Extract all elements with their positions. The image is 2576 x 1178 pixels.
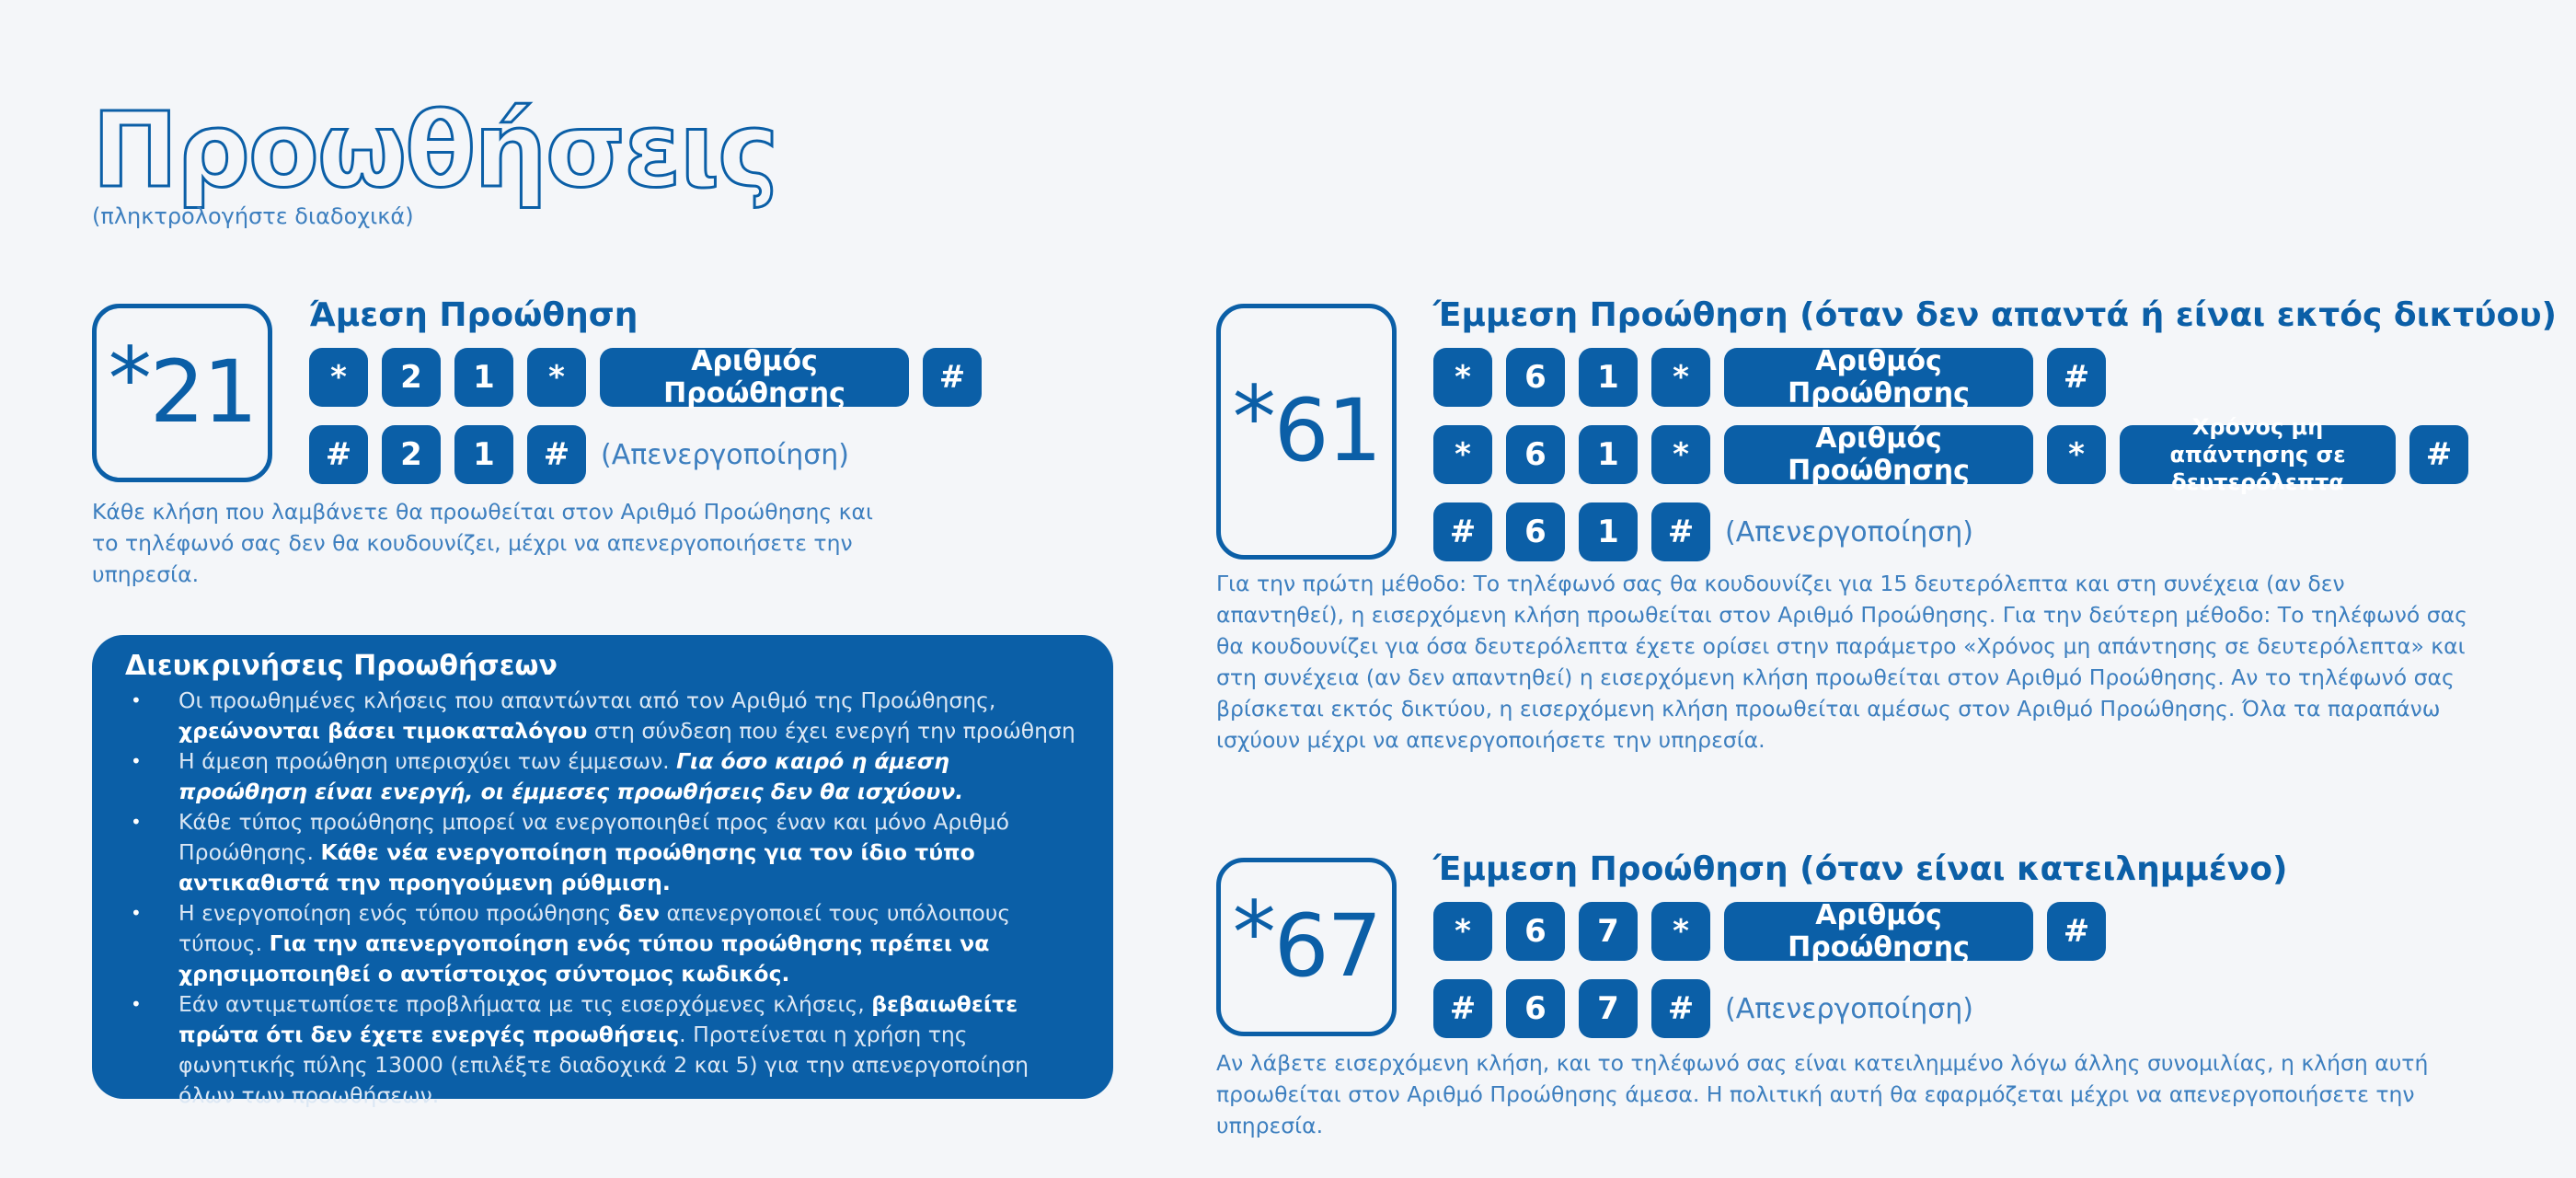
key-2: 2 — [382, 425, 441, 484]
page-title: Προωθήσεις — [92, 91, 777, 211]
key-star: * — [2047, 425, 2106, 484]
key-1: 1 — [1579, 502, 1638, 561]
note-text: στη σύνδεση που έχει ενεργή την προώθηση — [587, 718, 1075, 744]
key-hash: # — [2409, 425, 2468, 484]
key-6: 6 — [1506, 425, 1565, 484]
note-text-bold: βεβαιωθείτε πρώτα ότι δεν έχετε ενεργές προωθήσεις — [178, 991, 1018, 1047]
key-row-deactivate — [1433, 979, 1973, 1038]
noanswer-description: Για την πρώτη μέθοδο: Το τηλέφωνό σας θα κουδουνίζει για 15 δευτερόλεπτα και στη συνέχεια (αν δεν απαντηθεί), η εισερχόμενη κλήση προωθείται στον Αριθμό Προώθησης. Για την δεύτερη μέθοδο: Το τηλέφωνό σας θα κουδουνίζει για όσα δευτερόλεπτα έχετε ορίσει στην παράμετρο «Χρόνος μη απάντησης σε δευτερόλεπτα» και στη συνέχεια (αν δεν απαντηθεί) η εισερχόμενη κλήση προωθείται στον Αριθμό Προώθησης. Αν το τηλέφωνό σας βρίσκεται εκτός δικτύου, η εισερχόμενη κλήση προωθείται αμέσως στον Αριθμό Προώθησης. Όλα τα παραπάνω ισχύουν μέχρι να απενεργοποιήσετε την υπηρεσία. — [1216, 571, 2467, 753]
key-hash: # — [527, 425, 586, 484]
notes-item — [125, 807, 1084, 898]
note-text: Οι προωθημένες κλήσεις που απαντώνται από τον Αριθμό της Προώθησης, — [178, 687, 996, 713]
code-box-61 — [1216, 304, 1397, 560]
notes-item — [125, 686, 1084, 746]
section-title-busy: Έμμεση Προώθηση (όταν είναι κατειλημμένο) — [1433, 850, 2288, 888]
note-text: Εάν αντιμετωπίσετε προβλήματα με τις εισερχόμενες κλήσεις, — [178, 991, 872, 1017]
notes-title: Διευκρινήσεις Προωθήσεων — [125, 650, 558, 682]
key-row-activate — [309, 345, 982, 410]
key-forward-number: Αριθμός Προώθησης — [1724, 425, 2033, 484]
note-text: Η άμεση προώθηση υπερισχύει των έμμεσων. — [178, 748, 677, 774]
key-6: 6 — [1506, 979, 1565, 1038]
key-no-answer-time: Χρόνος μη απάντησης σε δευτερόλεπτα — [2120, 425, 2396, 484]
key-6: 6 — [1506, 348, 1565, 407]
key-star: * — [1651, 425, 1710, 484]
note-text: . Προτείνεται η χρήση της φωνητικής πύλης 13000 (επιλέξτε διαδοχικά 2 και 5) για την απενεργοποίηση όλων των προωθήσεων. — [178, 1022, 1029, 1108]
key-hash: # — [1651, 502, 1710, 561]
notes-item — [125, 989, 1084, 1111]
note-text-bold: χρεώνονται βάσει τιμοκαταλόγου — [178, 718, 588, 744]
code-box-67 — [1216, 858, 1397, 1036]
note-text-bold: Κάθε νέα ενεργοποίηση προώθησης για τον ίδιο τύπο αντικαθιστά την προηγούμενη ρύθμιση. — [178, 839, 975, 895]
key-forward-number: Αριθμός Προώθησης — [600, 348, 909, 407]
note-text-bold: δεν — [617, 900, 660, 926]
key-7: 7 — [1579, 979, 1638, 1038]
key-row-deactivate — [1433, 502, 1973, 561]
key-hash: # — [1433, 979, 1492, 1038]
notes-item — [125, 898, 1084, 989]
note-text: Κάθε τύπος προώθησης μπορεί να ενεργοποιηθεί προς έναν και μόνο Αριθμό Προώθησης. — [178, 809, 1009, 865]
key-forward-number: Αριθμός Προώθησης — [1724, 902, 2033, 961]
code-star: * — [108, 329, 150, 430]
notes-panel — [92, 635, 1113, 1108]
key-hash: # — [923, 348, 982, 407]
key-hash: # — [2047, 902, 2106, 961]
notes-list — [125, 686, 1084, 1111]
key-1: 1 — [1579, 425, 1638, 484]
key-star: * — [527, 348, 586, 407]
note-text: απενεργοποιεί τους υπόλοιπους τύπους. — [178, 900, 1011, 956]
key-star: * — [1651, 348, 1710, 407]
key-1: 1 — [454, 425, 513, 484]
code-number: 67 — [1273, 896, 1381, 997]
code-number: 21 — [149, 342, 257, 443]
key-hash: # — [2047, 348, 2106, 407]
direct-description: Κάθε κλήση που λαμβάνετε θα προωθείται στον Αριθμό Προώθησης και το τηλέφωνό σας δεν θα κουδουνίζει, μέχρι να απενεργοποιήσετε την υπηρεσία. — [92, 499, 873, 587]
code-box-21 — [92, 304, 272, 482]
key-row-activate — [1433, 899, 2106, 964]
section-title-direct: Άμεση Προώθηση — [309, 296, 638, 334]
note-text: Η ενεργοποίηση ενός τύπου προώθησης — [178, 900, 618, 926]
key-1: 1 — [1579, 348, 1638, 407]
key-1: 1 — [454, 348, 513, 407]
key-7: 7 — [1579, 902, 1638, 961]
code-star: * — [1232, 884, 1274, 984]
key-row-activate-1 — [1433, 345, 2106, 410]
key-6: 6 — [1506, 502, 1565, 561]
key-star: * — [1651, 902, 1710, 961]
note-text-bold-italic: Για όσο καιρό η άμεση προώθηση είναι ενεργή, οι έμμεσες προωθήσεις δεν θα ισχύουν. — [178, 748, 964, 804]
key-star: * — [1433, 348, 1492, 407]
key-row-deactivate — [309, 425, 849, 484]
deactivate-label: (Απενεργοποίηση) — [1725, 515, 1973, 549]
code-star: * — [1232, 368, 1274, 468]
code-number: 61 — [1273, 381, 1381, 481]
key-star: * — [309, 348, 368, 407]
deactivate-label: (Απενεργοποίηση) — [601, 438, 849, 471]
key-star: * — [1433, 425, 1492, 484]
key-6: 6 — [1506, 902, 1565, 961]
key-hash: # — [1433, 502, 1492, 561]
section-title-noanswer: Έμμεση Προώθηση (όταν δεν απαντά ή είναι εκτός δικτύου) — [1433, 296, 2557, 334]
key-star: * — [1433, 902, 1492, 961]
key-hash: # — [1651, 979, 1710, 1038]
busy-description: Αν λάβετε εισερχόμενη κλήση, και το τηλέφωνό σας είναι κατειλημμένο λόγω άλλης συνομιλίας, η κλήση αυτή προωθείται στον Αριθμό Προώθησης άμεσα. Η πολιτική αυτή θα εφαρμόζεται μέχρι να απενεργοποιήσετε την υπηρεσία. — [1216, 1050, 2429, 1138]
note-text-bold: Για την απενεργοποίηση ενός τύπου προώθησης πρέπει να χρησιμοποιηθεί ο αντίστοιχος σύντομος κωδικός. — [178, 930, 990, 987]
key-2: 2 — [382, 348, 441, 407]
key-hash: # — [309, 425, 368, 484]
key-row-activate-2 — [1433, 414, 2468, 495]
page-subtitle: (πληκτρολογήστε διαδοχικά) — [92, 203, 414, 229]
deactivate-label: (Απενεργοποίηση) — [1725, 992, 1973, 1025]
notes-item — [125, 746, 1084, 807]
key-forward-number: Αριθμός Προώθησης — [1724, 348, 2033, 407]
